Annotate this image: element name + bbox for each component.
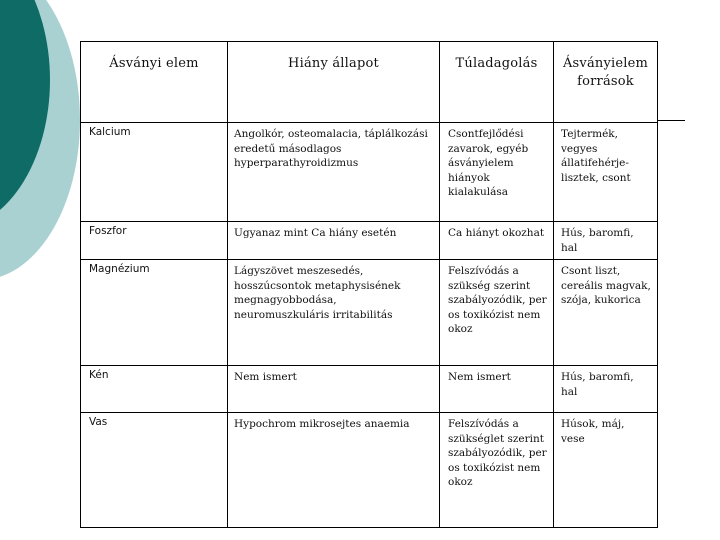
table-row (81, 123, 658, 222)
element-name: Kalcium (81, 123, 228, 222)
overdose-cell: Nem ismert (440, 366, 554, 413)
table-row (81, 413, 658, 528)
sources-cell: Hús, baromfi, hal (554, 222, 658, 260)
element-name: Kén (81, 366, 228, 413)
deficiency-cell: Angolkór, osteomalacia, táplálkozási eredetű másodlagos hyperparathyroidizmus (228, 123, 440, 222)
divider-line (657, 120, 685, 121)
overdose-cell: Felszívódás a szükség szerint szabályozódik, per os toxikózist nem okoz (440, 260, 554, 366)
table-row (81, 366, 658, 413)
deficiency-cell: Hypochrom mikrosejtes anaemia (228, 413, 440, 528)
sources-cell: Húsok, máj, vese (554, 413, 658, 528)
header-element: Ásványi elem (81, 42, 228, 123)
deficiency-cell: Lágyszövet meszesedés, hosszúcsontok metaphysisének megnagyobbodása, neuromuszkuláris irritabilitás (228, 260, 440, 366)
table-row (81, 222, 658, 260)
sources-cell: Hús, baromfi, hal (554, 366, 658, 413)
overdose-cell: Felszívódás a szükséglet szerint szabályozódik, per os toxikózist nem okoz (440, 413, 554, 528)
deficiency-cell: Nem ismert (228, 366, 440, 413)
header-row (81, 42, 658, 123)
header-sources: Ásványielem források (554, 42, 658, 123)
header-overdose: Túladagolás (440, 42, 554, 123)
table-row (81, 260, 658, 366)
element-name: Magnézium (81, 260, 228, 366)
mineral-table (80, 41, 658, 528)
overdose-cell: Csontfejlődési zavarok, egyéb ásványielem hiányok kialakulása (440, 123, 554, 222)
header-deficiency: Hiány állapot (228, 42, 440, 123)
sources-cell: Tejtermék, vegyes állatifehérje-lisztek, csont (554, 123, 658, 222)
element-name: Vas (81, 413, 228, 528)
element-name: Foszfor (81, 222, 228, 260)
deficiency-cell: Ugyanaz mint Ca hiány esetén (228, 222, 440, 260)
sources-cell: Csont liszt, cereális magvak, szója, kukorica (554, 260, 658, 366)
overdose-cell: Ca hiányt okozhat (440, 222, 554, 260)
